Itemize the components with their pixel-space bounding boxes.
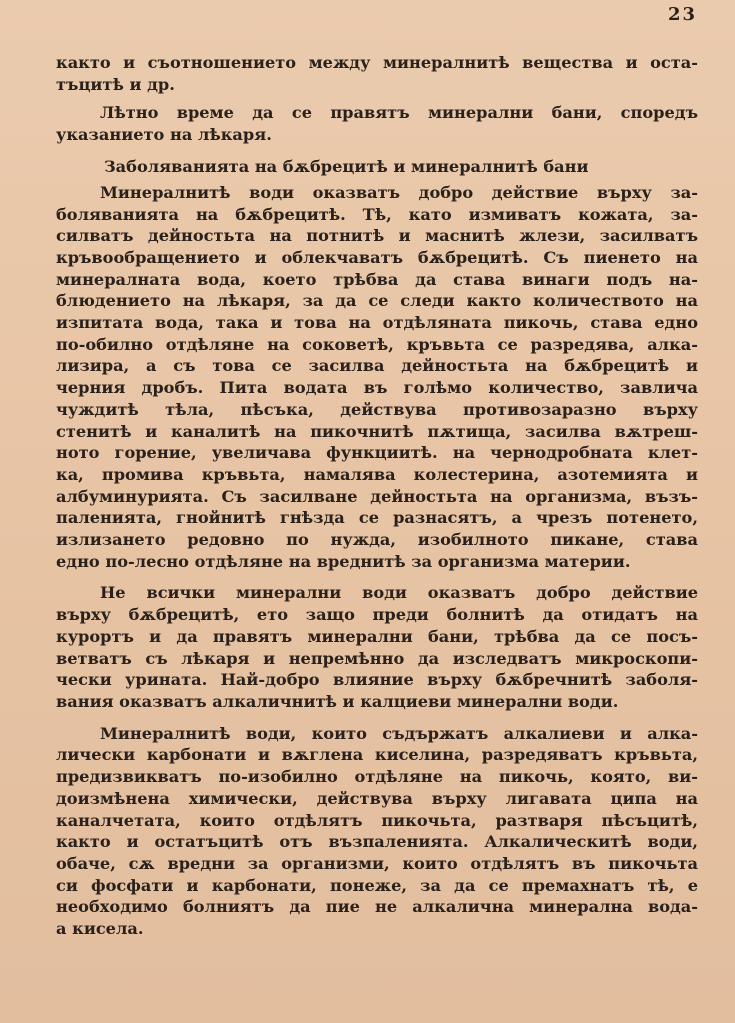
- paragraph-summer-baths: [56, 102, 698, 145]
- text-line: тъцитѣ и др.: [56, 74, 175, 94]
- text-line: силватъ дейностьта на потнитѣ и маснитѣ жлези, засилватъ: [56, 226, 698, 246]
- section-heading: Заболяванията на бѫбрецитѣ и минералнитѣ бани: [104, 156, 589, 176]
- text-line: Минералнитѣ води, които съдържатъ алкалиеви и алка-: [100, 723, 698, 743]
- text-line: лизира, а съ това се засилва дейностьта на бѫбрецитѣ и: [56, 356, 698, 376]
- page-number: 23: [667, 4, 697, 25]
- text-line: чуждитѣ тѣла, пѣсъка, действува противозаразно върху: [56, 399, 698, 419]
- text-line: едно по-лесно отдѣляне на вреднитѣ за организма материи.: [56, 551, 631, 571]
- text-line: каналчетата, които отдѣлятъ пикочьта, разтваря пѣсъцитѣ,: [56, 810, 698, 830]
- text-line: по-обилно отдѣляне на соковетѣ, кръвьта се разредява, алка-: [56, 334, 698, 354]
- text-line: излизането редовно по нужда, изобилното пикане, става: [56, 530, 698, 550]
- text-line: паленията, гнойнитѣ гнѣзда се разнасятъ, а чрезъ потенето,: [56, 508, 698, 528]
- text-line: боляванията на бѫбрецитѣ. Тѣ, като измиватъ кожата, за-: [56, 204, 698, 224]
- text-line: а кисела.: [56, 919, 144, 939]
- paragraph-alkaline-waters: [56, 723, 698, 940]
- text-line: минералната вода, което трѣбва да става винаги подъ на-: [56, 269, 698, 289]
- text-line: Минералнитѣ води оказватъ добро действие върху за-: [100, 182, 698, 202]
- text-line: ното горение, увеличава функциитѣ. на чернодробната клет-: [56, 443, 698, 463]
- text-line: блюдението на лѣкаря, за да се следи както количеството на: [56, 291, 698, 311]
- text-line: чески урината. Най-добро влияние върху бѫбречнитѣ заболя-: [56, 670, 698, 690]
- text-line: върху бѫбрецитѣ, ето защо преди болнитѣ да отидатъ на: [56, 605, 698, 625]
- text-line: Лѣтно време да се правятъ минерални бани, споредъ: [100, 103, 698, 123]
- text-line: кръвообращението и облекчаватъ бѫбрецитѣ. Съ пиенето на: [56, 247, 698, 267]
- text-line: Не всички минерални води оказватъ добро действие: [100, 583, 698, 603]
- text-line: указанието на лѣкаря.: [56, 125, 272, 145]
- text-line: изпитата вода, така и това на отдѣляната пикочь, става едно: [56, 313, 698, 333]
- paragraph-kidney-diseases: [56, 182, 698, 573]
- text-line: лически карбонати и вѫглена киселина, разредяватъ кръвьта,: [56, 745, 698, 765]
- paragraph-intro-continuation: [56, 52, 698, 95]
- text-line: предизвикватъ по-изобилно отдѣляне на пикочь, която, ви-: [56, 767, 698, 787]
- text-line: стенитѣ и каналитѣ на пикочнитѣ пѫтища, засилва вѫтреш-: [56, 421, 698, 441]
- page-body: [56, 52, 698, 940]
- text-line: ветватъ съ лѣкаря и непремѣнно да изследватъ микроскопи-: [56, 648, 698, 668]
- text-line: доизмѣнена химически, действува върху лигавата ципа на: [56, 788, 698, 808]
- text-line: обаче, сѫ вредни за организми, които отдѣлятъ въ пикочьта: [56, 853, 698, 873]
- text-line: курортъ и да правятъ минерални бани, трѣбва да се посъ-: [56, 626, 698, 646]
- text-line: си фосфати и карбонати, понеже, за да се премахнатъ тѣ, е: [56, 875, 698, 895]
- text-line: необходимо болниятъ да пие не алкалична минерална вода-: [56, 897, 698, 917]
- text-line: както и остатъцитѣ отъ възпаленията. Алкалическитѣ води,: [56, 832, 698, 852]
- text-line: албуминурията. Съ засилване дейностьта на организма, възъ-: [56, 486, 698, 506]
- paragraph-not-all-waters: [56, 582, 698, 712]
- text-line: ка, промива кръвьта, намалява колестерина, азотемията и: [56, 464, 698, 484]
- text-line: вания оказватъ алкаличнитѣ и калциеви минерални води.: [56, 691, 619, 711]
- text-line: както и съотношението между минералнитѣ вещества и оста-: [56, 53, 698, 72]
- text-line: черния дробъ. Пита водата въ голѣмо количество, завлича: [56, 378, 698, 398]
